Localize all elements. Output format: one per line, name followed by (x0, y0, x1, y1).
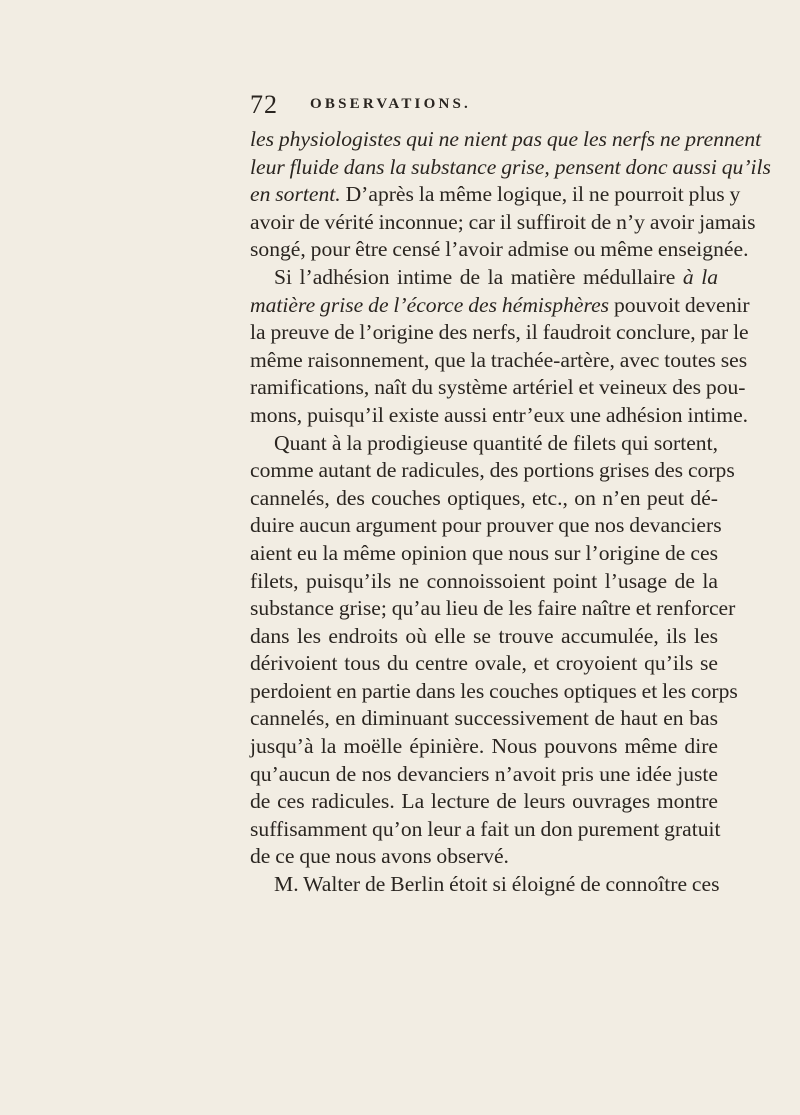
text-line (250, 733, 718, 761)
text-segment: filets, puisqu’ils ne connoissoient point l’usage de la (250, 568, 718, 593)
italic-text: les physiologistes qui ne nient pas que les nerfs ne prennent (250, 127, 762, 151)
text-line (250, 816, 721, 844)
text-line (250, 319, 749, 347)
text-segment: substance grise; qu’au lieu de les faire naître et renforcer (250, 596, 736, 621)
text-segment: songé, pour être censé l’avoir admise ou même enseignée. (250, 237, 749, 262)
text-line (250, 292, 750, 320)
text-line (250, 705, 718, 733)
text-segment: mons, puisqu’il existe aussi entr’eux une adhésion intime. (250, 402, 749, 427)
text-line (250, 595, 736, 623)
text-segment: dérivoient tous du centre ovale, et croyoient qu’ils se (250, 651, 718, 676)
text-line (250, 678, 738, 706)
text-segment: M. Walter de Berlin étoit si éloigné de connoître ces (274, 872, 720, 897)
text-line (250, 788, 718, 816)
text-segment: perdoient en partie dans les couches optiques et les corps (250, 678, 738, 703)
text-line (250, 623, 718, 651)
text-line (250, 540, 718, 568)
text-segment: de ce que nous avons observé. (250, 844, 509, 869)
text-segment: la preuve de l’origine des nerfs, il faudroit conclure, par le (250, 320, 749, 345)
text-line (250, 512, 722, 540)
text-line (250, 761, 718, 789)
page-header (250, 90, 710, 120)
text-segment: jusqu’à la moëlle épinière. Nous pouvons même dire (250, 734, 718, 759)
text-line (250, 402, 749, 430)
text-line (250, 485, 718, 513)
text-line (250, 347, 748, 375)
running-head: OBSERVATIONS. (310, 96, 471, 112)
italic-text: matière grise de l’écorce des hémisphères (250, 292, 610, 317)
text-line (250, 568, 718, 596)
text-line (250, 871, 718, 899)
body-text (250, 126, 771, 899)
italic-text: leur fluide dans la substance grise, pensent donc aussi qu’ils (250, 154, 771, 179)
text-line (250, 650, 718, 678)
text-line (250, 154, 771, 182)
text-segment: même raisonnement, que la trachée-artère, avec toutes ses (250, 347, 748, 372)
text-segment: aient eu la même opinion que nous sur l’origine de ces (250, 540, 718, 565)
text-line (250, 843, 718, 871)
text-line (250, 181, 741, 209)
text-segment: Si l’adhésion intime de la matière médullaire (274, 264, 683, 289)
text-segment: duire aucun argument pour prouver que nos devanciers (250, 513, 722, 538)
text-segment: cannelés, en diminuant successivement de haut en bas (250, 706, 718, 731)
text-line (250, 374, 746, 402)
text-segment: qu’aucun de nos devanciers n’avoit pris une idée juste (250, 761, 718, 786)
text-segment: avoir de vérité inconnue; car il suffiroit de n’y avoir jamais (250, 209, 756, 234)
page-number: 72 (250, 90, 278, 119)
text-segment: suffisamment qu’on leur a fait un don purement gratuit (250, 816, 721, 841)
text-line (250, 430, 718, 458)
text-segment: de ces radicules. La lecture de leurs ouvrages montre (250, 789, 718, 814)
text-segment: pouvoit devenir (609, 292, 750, 317)
text-segment: dans les endroits où elle se trouve accumulée, ils les (250, 623, 718, 648)
text-line (250, 457, 735, 485)
text-segment: comme autant de radicules, des portions grises des corps (250, 458, 735, 483)
text-line (250, 126, 762, 154)
italic-text: à la (682, 264, 718, 289)
text-line (250, 236, 749, 264)
text-segment: D’après la même logique, il ne pourroit plus y (340, 182, 741, 207)
text-line (250, 209, 756, 237)
text-line (250, 264, 718, 292)
text-segment: cannelés, des couches optiques, etc., on n’en peut dé- (250, 485, 718, 510)
text-segment: Quant à la prodigieuse quantité de filets qui sortent, (274, 430, 718, 455)
italic-text: en sortent. (250, 182, 341, 207)
text-segment: ramifications, naît du système artériel et veineux des pou- (250, 375, 746, 400)
